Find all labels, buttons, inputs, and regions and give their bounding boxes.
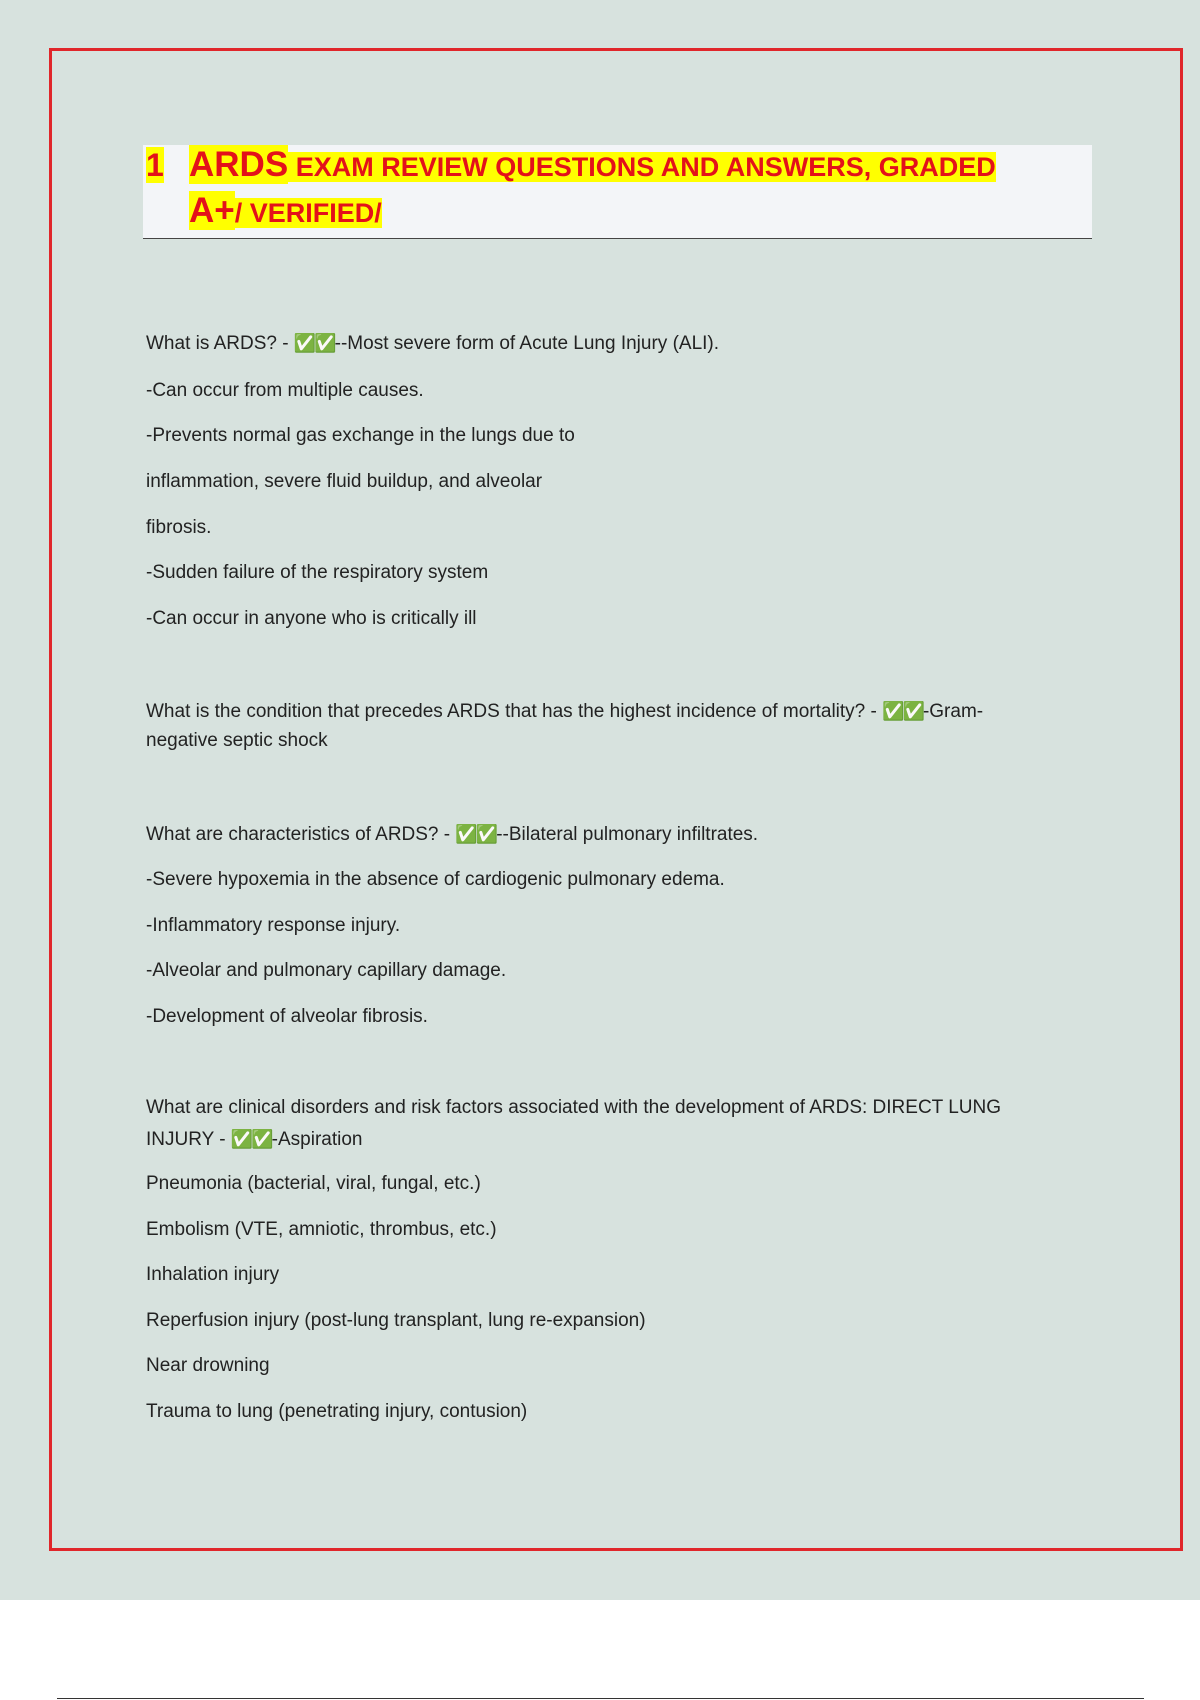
answer-line: inflammation, severe fluid buildup, and alveolar bbox=[146, 471, 543, 492]
answer-line: Pneumonia (bacterial, viral, fungal, etc.) bbox=[146, 1173, 481, 1194]
answer-line: negative septic shock bbox=[146, 730, 328, 751]
footer-rule bbox=[57, 1698, 1144, 1699]
answer-line: Embolism (VTE, amniotic, thrombus, etc.) bbox=[146, 1219, 497, 1240]
title-line-2-rest: / VERIFIED/ bbox=[234, 198, 382, 228]
answer-line: Near drowning bbox=[146, 1355, 270, 1376]
answer-line: fibrosis. bbox=[146, 517, 212, 538]
question-text: What is ARDS? - bbox=[146, 333, 294, 354]
check-mark-icon: ✅✅ bbox=[882, 701, 923, 722]
check-mark-icon: ✅✅ bbox=[230, 1129, 272, 1150]
answer-line: -Sudden failure of the respiratory system bbox=[146, 562, 489, 583]
answer-text: -Aspiration bbox=[271, 1129, 363, 1150]
title-line-1-rest: EXAM REVIEW QUESTIONS AND ANSWERS, GRADED bbox=[288, 152, 996, 182]
answer-text: --Bilateral pulmonary infiltrates. bbox=[496, 824, 759, 845]
answer-text: --Most severe form of Acute Lung Injury (ALI). bbox=[334, 333, 720, 354]
answer-line: Trauma to lung (penetrating injury, contusion) bbox=[146, 1401, 528, 1422]
answer-text: -Gram- bbox=[922, 701, 984, 722]
question-direct-lung-injury-cont bbox=[146, 1126, 362, 1154]
question-text: What is the condition that precedes ARDS that has the highest incidence of mortality? - bbox=[146, 701, 883, 722]
question-what-is-ards bbox=[146, 330, 719, 358]
question-text: INJURY - bbox=[146, 1129, 231, 1150]
question-highest-mortality bbox=[146, 698, 983, 726]
answer-line: -Can occur from multiple causes. bbox=[146, 380, 424, 401]
answer-line: Reperfusion injury (post-lung transplant, lung re-expansion) bbox=[146, 1310, 646, 1331]
answer-line: -Development of alveolar fibrosis. bbox=[146, 1006, 428, 1027]
check-mark-icon: ✅✅ bbox=[293, 333, 335, 354]
title-line-1 bbox=[189, 146, 996, 191]
question-characteristics bbox=[146, 821, 758, 849]
answer-line: -Alveolar and pulmonary capillary damage. bbox=[146, 960, 507, 981]
title-number bbox=[146, 146, 164, 184]
question-direct-lung-injury: What are clinical disorders and risk factors associated with the development of ARDS: DIRECT LUNG bbox=[146, 1097, 1001, 1118]
answer-line: -Can occur in anyone who is critically ill bbox=[146, 608, 477, 629]
answer-line: -Severe hypoxemia in the absence of cardiogenic pulmonary edema. bbox=[146, 869, 725, 890]
answer-line: -Inflammatory response injury. bbox=[146, 915, 401, 936]
title-line-1-lead: ARDS bbox=[189, 145, 289, 184]
answer-line: -Prevents normal gas exchange in the lungs due to bbox=[146, 425, 575, 446]
title-number-text: 1 bbox=[146, 147, 164, 183]
question-text: What are characteristics of ARDS? - bbox=[146, 824, 456, 845]
title-line-2 bbox=[189, 191, 382, 238]
title-line-2-lead: A+ bbox=[189, 191, 235, 230]
check-mark-icon: ✅✅ bbox=[455, 824, 497, 845]
answer-line: Inhalation injury bbox=[146, 1264, 280, 1285]
